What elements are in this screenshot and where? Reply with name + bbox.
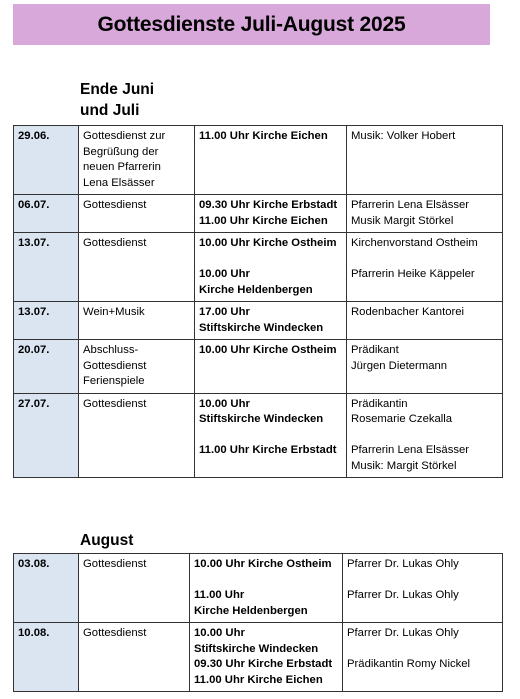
event-line: Gottesdienst — [83, 199, 147, 211]
event-line: Gottesdienst — [83, 558, 147, 570]
date-cell: 06.07. — [14, 195, 79, 233]
date-cell: 27.07. — [14, 393, 79, 478]
date-cell: 13.07. — [14, 302, 79, 340]
people-line: Pfarrerin Lena Elsässer — [351, 444, 470, 456]
people-line: Jürgen Dietermann — [351, 359, 448, 372]
line-spacer — [351, 428, 498, 444]
event-cell — [79, 233, 195, 302]
schedule-table-july — [13, 125, 503, 478]
event-line: neuen Pfarrerin — [83, 161, 161, 173]
time-place-line: 10.00 Uhr — [194, 627, 245, 639]
event-line: Wein+Musik — [83, 306, 145, 318]
event-line: Gottesdienst — [83, 627, 147, 639]
people-line: Prädikant — [351, 344, 399, 356]
event-cell — [79, 302, 195, 340]
event-cell — [79, 340, 195, 394]
event-line: Ferienspiele — [83, 375, 145, 387]
people-line: Rodenbacher Kantorei — [351, 306, 465, 318]
line-spacer — [194, 573, 338, 589]
event-cell — [79, 126, 195, 195]
event-cell — [79, 393, 195, 478]
time-place-cell — [195, 302, 347, 340]
time-place-line: Stiftskirche Windecken — [199, 321, 324, 334]
date-cell: 20.07. — [14, 340, 79, 394]
people-line: Pfarrerin Lena Elsässer — [351, 199, 470, 211]
section-heading-line: August — [80, 532, 134, 549]
event-cell — [79, 623, 190, 692]
people-cell — [343, 554, 503, 623]
people-line: Prädikantin Romy Nickel — [347, 658, 471, 670]
section-heading-august — [80, 530, 133, 551]
time-place-line: 09.30 Uhr Kirche Erbstadt — [194, 658, 333, 670]
schedule-row — [14, 302, 503, 340]
schedule-row — [14, 195, 503, 233]
people-cell — [343, 623, 503, 692]
page-title: Gottesdienste Juli-August 2025 — [97, 12, 406, 36]
event-line: Lena Elsässer — [83, 176, 155, 189]
time-place-line: 10.00 Uhr Kirche Ostheim — [194, 558, 332, 570]
event-line: Abschluss- — [83, 344, 139, 356]
people-cell — [347, 302, 503, 340]
schedule-row — [14, 623, 503, 692]
people-cell — [347, 393, 503, 478]
time-place-cell — [195, 393, 347, 478]
time-place-cell — [190, 554, 343, 623]
date-cell: 03.08. — [14, 554, 79, 623]
section-heading-line: und Juli — [80, 102, 140, 119]
line-spacer — [351, 252, 498, 268]
time-place-line: 10.00 Uhr — [199, 397, 250, 410]
schedule-table-august — [13, 553, 503, 692]
time-place-cell — [195, 340, 347, 394]
line-spacer — [347, 573, 498, 589]
people-line: Musik: Margit Störkel — [351, 459, 457, 472]
time-place-line: 11.00 Uhr Kirche Eichen — [199, 130, 328, 142]
section-heading-line: Ende Juni — [80, 81, 155, 98]
schedule-row — [14, 340, 503, 394]
time-place-line: 11.00 Uhr Kirche Eichen — [199, 214, 328, 227]
date-cell: 13.07. — [14, 233, 79, 302]
time-place-line: 17.00 Uhr — [199, 306, 250, 318]
line-spacer — [199, 252, 342, 268]
people-line: Rosemarie Czekalla — [351, 413, 453, 425]
event-line: Begrüßung der — [83, 145, 159, 158]
event-line: Gottesdienst — [83, 359, 147, 372]
time-place-line: 11.00 Uhr Kirche Eichen — [194, 673, 323, 686]
event-cell — [79, 554, 190, 623]
schedule-row — [14, 554, 503, 623]
date-cell: 29.06. — [14, 126, 79, 195]
event-line: Gottesdienst zur — [83, 130, 166, 142]
people-cell — [347, 340, 503, 394]
people-line: Pfarrer Dr. Lukas Ohly — [347, 589, 459, 601]
people-line: Pfarrerin Heike Käppeler — [351, 268, 475, 280]
people-cell — [347, 126, 503, 195]
time-place-line: 09.30 Uhr Kirche Erbstadt — [199, 199, 338, 211]
time-place-line: Kirche Heldenbergen — [199, 283, 313, 296]
time-place-line: 10.00 Uhr Kirche Ostheim — [199, 237, 337, 249]
time-place-line: 10.00 Uhr — [199, 268, 250, 280]
people-line: Pfarrer Dr. Lukas Ohly — [347, 558, 459, 570]
line-spacer — [347, 642, 498, 658]
people-cell — [347, 233, 503, 302]
schedule-row — [14, 126, 503, 195]
people-line: Musik Margit Störkel — [351, 214, 454, 227]
schedule-row — [14, 393, 503, 478]
time-place-line: Kirche Heldenbergen — [194, 604, 308, 617]
people-line: Prädikantin — [351, 397, 408, 410]
section-heading-july — [80, 79, 154, 121]
time-place-line: 10.00 Uhr Kirche Ostheim — [199, 344, 337, 356]
people-line: Kirchenvorstand Ostheim — [351, 237, 478, 249]
time-place-cell — [190, 623, 343, 692]
time-place-line: Stiftskirche Windecken — [194, 642, 319, 655]
title-banner — [13, 4, 490, 45]
people-line: Pfarrer Dr. Lukas Ohly — [347, 627, 459, 639]
time-place-cell — [195, 195, 347, 233]
event-line: Gottesdienst — [83, 397, 147, 410]
date-cell: 10.08. — [14, 623, 79, 692]
people-line: Musik: Volker Hobert — [351, 130, 456, 142]
time-place-cell — [195, 126, 347, 195]
people-cell — [347, 195, 503, 233]
time-place-line: Stiftskirche Windecken — [199, 413, 324, 425]
schedule-row — [14, 233, 503, 302]
time-place-line: 11.00 Uhr Kirche Erbstadt — [199, 444, 337, 456]
time-place-line: 11.00 Uhr — [194, 589, 245, 601]
time-place-cell — [195, 233, 347, 302]
line-spacer — [199, 428, 342, 444]
event-line: Gottesdienst — [83, 237, 147, 249]
event-cell — [79, 195, 195, 233]
